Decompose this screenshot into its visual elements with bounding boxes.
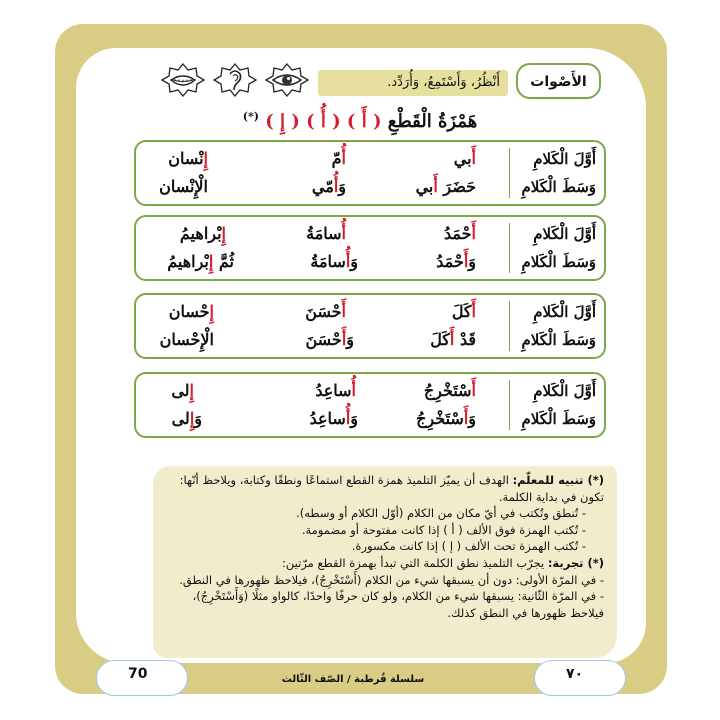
title-note-mark: (*) [242, 110, 259, 123]
word-start-2: أُسامَةُ [306, 224, 346, 243]
teacher-bullet: - تُكتب الهمزة فوق الألف ( أ ) إذا كانت مفتوحة أو مضمومة. [301, 522, 586, 537]
word-middle-1: قَدْ أَكَلَ [430, 330, 476, 349]
label-start: أَوَّلَ الْكَلامِ [533, 303, 596, 321]
word-start-2: أَحْسَنَ [305, 302, 346, 321]
label-middle: وَسَطَ الْكَلامِ [521, 331, 596, 349]
word-row-2 [134, 215, 606, 281]
word-middle-3: الْحْسان [159, 330, 214, 349]
word-start-1: أَسْتَخْرِجُ [423, 381, 476, 400]
ear-icon [212, 62, 258, 98]
word-middle-1: وَأَسْتَخْرِجُ [416, 409, 476, 428]
word-start-3: إِلى [171, 381, 194, 400]
word-start-1: أَكَلَ [451, 302, 476, 321]
mouth-icon [160, 62, 206, 98]
word-middle-2: وَأُساعِدُ [309, 409, 358, 428]
word-middle-1: وَأَحْمَدُ [436, 252, 476, 271]
experiment-bullet: - في المرّة الأولى: دون أن يسبقها شيء من الكلام (أَسْتَخْرِجُ)، فيلاحظ ظهورها في النطق. [179, 572, 604, 587]
word-middle-2: وَأَحْسَنَ [305, 330, 354, 349]
title-form-kasra: ( إِ ) [265, 111, 300, 132]
word-start-1: أَحْمَدُ [444, 224, 476, 243]
word-middle-2: وَأُسامَةُ [310, 252, 358, 271]
label-middle: وَسَطَ الْكَلامِ [521, 253, 596, 271]
title-main: هَمْزَةُ الْقَطْعِ [387, 111, 478, 132]
word-start-3: إِحْسان [168, 302, 214, 321]
lesson-title [160, 100, 560, 134]
teacher-notes [164, 472, 604, 621]
label-middle: وَسَطَ الْكَلامِ [521, 410, 596, 428]
header-icons [160, 62, 310, 98]
page-number-latin: 70 [128, 666, 148, 682]
label-middle: وَسَطَ الْكَلامِ [521, 178, 596, 196]
word-start-2: أُساعِدُ [315, 381, 356, 400]
label-start: أَوَّلَ الْكَلامِ [533, 150, 596, 168]
word-row-3 [134, 293, 606, 359]
title-form-damma: ( أُ ) [306, 111, 341, 132]
teacher-note-intro: (*) تنبيه للمعلّم: الهدف أن يميّز التلميذ همزة القطع استماعًا ونطقًا وكتابة، ويلاحظ أنّها: تكون في بداية الكلمة. [179, 473, 604, 504]
page-number-arabic: ٧٠ [566, 666, 584, 682]
word-row-4 [134, 372, 606, 438]
experiment-bullet: - في المرّة الثّانية: يسبقها شيء من الكلام، ولو كان حرفًا واحدًا، كالواو مثلًا (وَأَسْتَخْرِجُ)، فيلاحظ ظهورها في النطق كذلك. [192, 589, 604, 620]
section-tag: الأَصْوات [516, 63, 601, 99]
row-divider [509, 223, 511, 273]
word-middle-3: ثُمَّ إِبْراهيمُ [167, 252, 234, 271]
series-label: سلسلة قُرطبة / الصّف الثّالث [281, 674, 425, 685]
row-divider [509, 148, 511, 198]
word-middle-2: وَأُمّي [311, 177, 346, 196]
label-start: أَوَّلَ الْكَلامِ [533, 382, 596, 400]
title-form-fatha: ( أَ ) [346, 111, 382, 132]
eye-icon [264, 62, 310, 98]
word-row-1 [134, 140, 606, 206]
teacher-bullet: - تُكتب الهمزة تحت الألف ( إ ) إذا كانت مكسورة. [351, 539, 586, 554]
word-middle-3: وَإِلى [171, 409, 202, 428]
label-start: أَوَّلَ الْكَلامِ [533, 225, 596, 243]
experiment-intro: (*) تجربة: يجرّب التلميذ نطق الكلمة التي تبدأ بهمزة القطع مرّتين: [282, 555, 604, 570]
word-start-2: أُمّ [331, 149, 346, 168]
row-divider [509, 380, 511, 430]
teacher-bullet: - تُنطق وتُكتب في أيّ مكان من الكلام (أوّل الكلام أو وسطه). [296, 506, 586, 521]
word-start-3: إِنْسان [168, 149, 208, 168]
row-divider [509, 301, 511, 351]
word-start-3: إِبْراهيمُ [179, 224, 226, 243]
word-middle-3: الْنْسان [159, 177, 208, 196]
instruction-text: أَنْظُرُ، وَأَسْتَمِعُ، وَأُرَدِّد. [318, 70, 508, 96]
word-start-1: أَبي [453, 149, 476, 168]
word-middle-1: حَضَرَ أَبي [415, 177, 476, 196]
